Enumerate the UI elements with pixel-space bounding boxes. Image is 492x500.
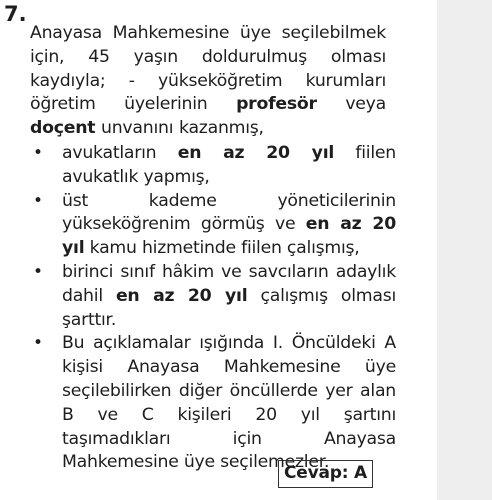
bullet-text: birinci sınıf hâkim ve savcıların adaylık dahil <box>62 261 396 306</box>
bullet-bold: en az 20 yıl <box>115 285 248 306</box>
bullet-item-managers <box>30 190 396 261</box>
answer-box: Cevap: A <box>278 460 373 488</box>
bullet-text: avukatların <box>62 143 178 163</box>
bullet-symbol: • <box>33 261 43 282</box>
side-panel <box>437 0 492 500</box>
bullet-text: çalışmış olması şarttır. <box>62 285 396 330</box>
bullet-item-judges <box>30 261 396 332</box>
intro-text-2: veya <box>316 94 386 115</box>
intro-text-1: Anayasa Mahkemesine üye seçilebilmek için, 45 yaşın doldurulmuş olması kaydıyla; - yükseköğretim kurumları öğretim üyelerinin <box>30 23 386 115</box>
intro-bold-docent: doçent <box>30 118 96 139</box>
bullet-text: kamu hizmetinde fiilen çalışmış, <box>84 238 360 259</box>
intro-bold-profesor: profesör <box>236 94 317 115</box>
bullet-symbol: • <box>33 333 43 354</box>
bullet-item-lawyers <box>30 142 396 190</box>
bullet-bold: en az 20 yıl <box>177 143 335 163</box>
bullet-symbol: • <box>33 143 43 163</box>
intro-text-3: unvanını kazanmış, <box>95 118 264 139</box>
bullet-symbol: • <box>33 190 43 211</box>
bullet-text: Bu açıklamalar ışığında I. Öncüldeki A kişisi Anayasa Mahkemesine üye seçilebilirken diğer öncüllerde yer alan B ve C kişileri 20 yıl şartını taşımadıkları için Anayasa Mahkemesine üye seçilemezler. <box>62 333 396 473</box>
bullet-text: üst kademe yöneticilerinin yükseköğrenim görmüş ve <box>62 190 396 235</box>
bullet-item-explanation <box>30 332 396 475</box>
bullet-bold: en az 20 yıl <box>62 214 396 259</box>
question-intro <box>30 22 386 141</box>
bullet-text: fiilen avukatlık yapmış, <box>62 143 396 187</box>
bullet-list <box>30 142 396 475</box>
question-number: 7. <box>4 2 27 26</box>
